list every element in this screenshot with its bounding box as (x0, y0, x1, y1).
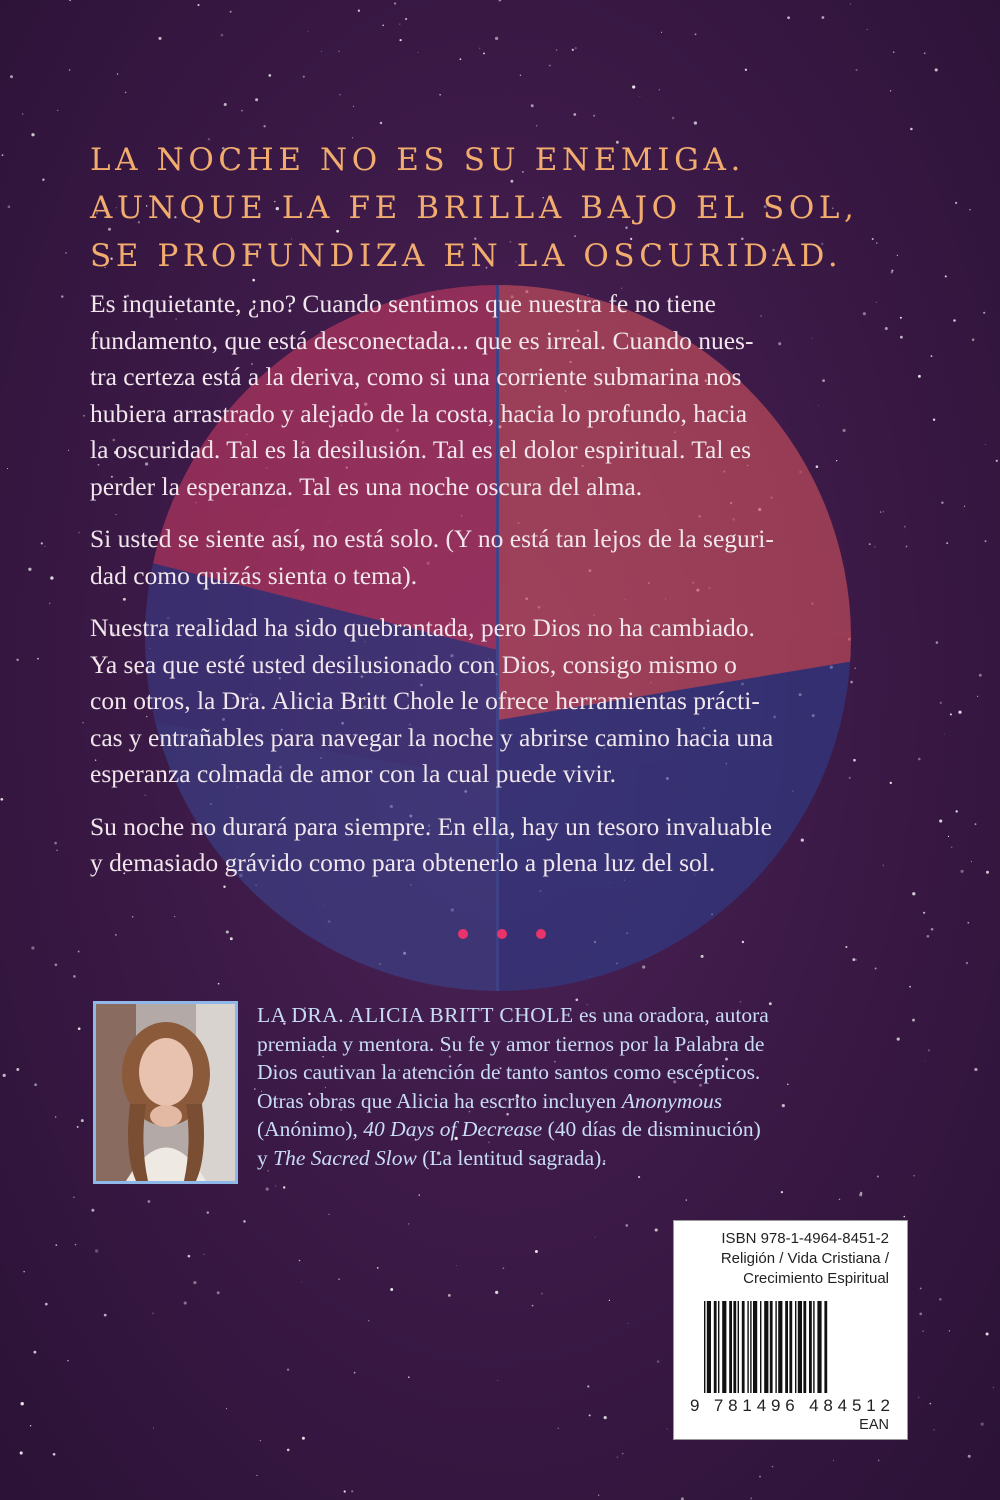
isbn-barcode-box (673, 1220, 908, 1440)
section-divider-dots (458, 929, 548, 943)
barcode-bar (789, 1301, 792, 1393)
barcode-bar (764, 1301, 768, 1393)
category-line: Religión / Vida Cristiana / (720, 1250, 889, 1267)
bio-text: Otras obras que Alicia ha escrito incluyen (257, 1088, 622, 1113)
bio-text: (40 días de disminución) (542, 1117, 761, 1142)
barcode-bar (795, 1301, 796, 1393)
barcode-bar (714, 1301, 717, 1393)
ean-label: EAN (859, 1417, 889, 1433)
author-name: LA DRA. ALICIA BRITT CHOLE (257, 1003, 574, 1027)
book-title: Anonymous (621, 1088, 723, 1113)
text-line: tra certeza está a la deriva, como si una corriente submarina nos (90, 362, 742, 391)
blurb-text (90, 286, 910, 898)
barcode-bar (809, 1301, 812, 1393)
text-line: esperanza colmada de amor con la cual puede vivir. (90, 759, 617, 788)
author-portrait-illustration (96, 1004, 235, 1181)
divider-dot (536, 929, 546, 939)
barcode-bar (750, 1301, 751, 1393)
text-line: dad como quizás sienta o tema). (90, 560, 418, 590)
divider-dot (497, 929, 507, 939)
text-line: fundamento, que está desconectada... que es irreal. Cuando nues- (90, 325, 754, 355)
blurb-paragraph-1 (90, 286, 910, 505)
text-line: perder la esperanza. Tal es una noche oscura del alma. (90, 471, 643, 501)
barcode-bar (770, 1301, 773, 1393)
barcode-bar (785, 1301, 788, 1393)
barcode-bar (813, 1301, 814, 1393)
headline-line: LA NOCHE NO ES SU ENEMIGA. (90, 142, 745, 178)
bio-line (257, 1144, 957, 1173)
divider-dot (458, 929, 468, 939)
barcode-bar (817, 1301, 821, 1393)
barcode-bar (803, 1301, 806, 1393)
barcode-bar (798, 1301, 802, 1393)
blurb-paragraph-2 (90, 521, 910, 594)
isbn-info (721, 1229, 889, 1289)
bio-line (257, 1001, 957, 1030)
blurb-paragraph-3 (90, 610, 910, 793)
headline-line: AUNQUE LA FE BRILLA BAJO EL SOL, (90, 190, 859, 226)
author-photo (93, 1001, 238, 1184)
bio-line: Dios cautivan la atención de tanto santos como escépticos. (257, 1060, 761, 1085)
text-line: hubiera arrastrado y alejado de la costa, hacia lo profundo, hacia (90, 398, 748, 428)
text-line: la oscuridad. Tal es la desilusión. Tal es el dolor espiritual. Tal es (90, 435, 752, 464)
bio-text: (Anónimo), (257, 1117, 364, 1142)
barcode-bar (778, 1301, 782, 1393)
barcode-bar (738, 1301, 739, 1393)
text-line: Nuestra realidad ha sido quebrantada, pero Dios no ha cambiado. (90, 613, 755, 642)
bio-text: (La lentitud sagrada). (416, 1145, 607, 1170)
book-title: 40 Days of Decrease (363, 1117, 543, 1142)
headline (90, 136, 950, 280)
category-line: Crecimiento Espiritual (743, 1270, 889, 1287)
text-line: Si usted se siente así, no está solo. (Y no está tan lejos de la seguri- (90, 524, 774, 553)
barcode-bar (760, 1301, 761, 1393)
text-line: con otros, la Dra. Alicia Britt Chole le ofrece herramientas prácti- (90, 686, 760, 715)
text-line: Ya sea que esté usted desilusionado con Dios, consigo mismo o (90, 649, 737, 679)
text-line: y demasiado grávido como para obtenerlo a plena luz del sol. (90, 848, 716, 877)
author-bio (257, 1001, 957, 1173)
barcode-bar (742, 1301, 745, 1393)
isbn-number: ISBN 978-1-4964-8451-2 (721, 1230, 889, 1247)
barcode-bar (729, 1301, 732, 1393)
barcode-bar (722, 1301, 726, 1393)
barcode-bar (753, 1301, 757, 1393)
bio-line (257, 1087, 957, 1116)
barcode-digits: 9 781496 484512 (690, 1396, 890, 1415)
bio-text: y (257, 1145, 274, 1170)
text-line: Es inquietante, ¿no? Cuando sentimos que nuestra fe no tiene (90, 289, 716, 318)
bio-line (257, 1115, 957, 1144)
text-line: Su noche no durará para siempre. En ella, hay un tesoro invaluable (90, 811, 772, 841)
barcode-bar (704, 1301, 705, 1393)
bio-line: premiada y mentora. Su fe y amor tiernos por la Palabra de (257, 1031, 765, 1056)
barcode-bar (733, 1301, 736, 1393)
barcode-bar (707, 1301, 711, 1393)
barcode-bar (824, 1301, 827, 1393)
bio-text: es una oradora, autora (573, 1003, 769, 1027)
barcode-bar (718, 1301, 719, 1393)
book-title: The Sacred Slow (273, 1145, 417, 1170)
text-line: cas y entrañables para navegar la noche y abrirse camino hacia una (90, 722, 774, 752)
blurb-paragraph-4 (90, 809, 910, 882)
barcode-bar (775, 1301, 776, 1393)
barcode-bar (747, 1301, 748, 1393)
headline-line: SE PROFUNDIZA EN LA OSCURIDAD. (90, 238, 843, 274)
barcode (690, 1301, 895, 1416)
